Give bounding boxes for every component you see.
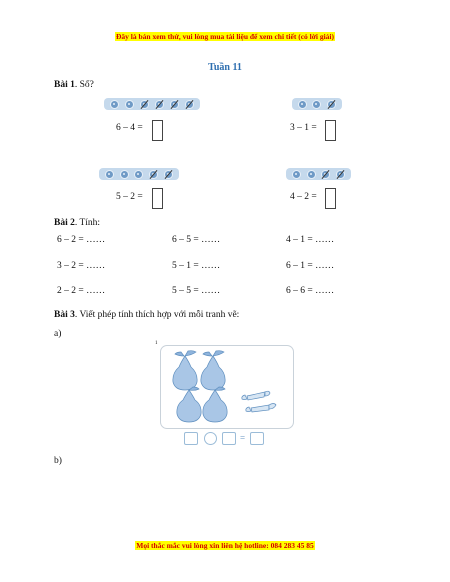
bai2-label: Bài 2 xyxy=(54,218,75,228)
pear-picture xyxy=(161,346,293,428)
bead-strip-2 xyxy=(292,98,342,110)
bead-icon xyxy=(125,100,134,109)
pear-icon xyxy=(201,351,225,390)
pear-icon xyxy=(177,387,201,422)
pear-core-icon xyxy=(246,404,276,413)
bai1-expression-2: 3 – 1 = xyxy=(290,123,317,133)
bai1-expression-1: 6 – 4 = xyxy=(116,123,143,133)
crossed-bead-icon xyxy=(149,170,158,179)
bead-icon xyxy=(312,100,321,109)
calc-item: 6 – 5 = …… xyxy=(172,235,221,245)
pear-icon xyxy=(173,351,197,390)
header-notice: Đây là bản xem thử, vui lòng mua tài liệu để xem chi tiết (có lời giải) xyxy=(115,32,335,41)
crossed-bead-icon xyxy=(327,100,336,109)
bead-icon xyxy=(105,170,114,179)
pear-picture-frame xyxy=(160,345,294,429)
calc-item: 2 – 2 = …… xyxy=(57,286,106,296)
crossed-bead-icon xyxy=(155,100,164,109)
picture-number: 1 xyxy=(155,341,158,346)
bead-strip-1 xyxy=(104,98,200,110)
equation-box-3[interactable] xyxy=(250,432,264,445)
bai2-heading xyxy=(54,218,100,228)
crossed-bead-icon xyxy=(170,100,179,109)
calc-item: 4 – 1 = …… xyxy=(286,235,335,245)
calc-item: 6 – 2 = …… xyxy=(57,235,106,245)
crossed-bead-icon xyxy=(164,170,173,179)
bai1-heading xyxy=(54,80,94,90)
answer-box-4[interactable] xyxy=(325,188,336,209)
equals-sign: = xyxy=(240,433,246,443)
bead-icon xyxy=(120,170,129,179)
bai3-heading xyxy=(54,310,239,320)
answer-box-3[interactable] xyxy=(152,188,163,209)
pear-core-icon xyxy=(242,391,270,400)
calc-item: 5 – 1 = …… xyxy=(172,261,221,271)
calc-item: 5 – 5 = …… xyxy=(172,286,221,296)
bai3-instruction: . Viết phép tính thích hợp với mỗi tranh vẽ: xyxy=(74,310,240,320)
equation-box-1[interactable] xyxy=(184,432,198,445)
bead-icon xyxy=(307,170,316,179)
crossed-bead-icon xyxy=(185,100,194,109)
operator-circle[interactable] xyxy=(204,432,217,445)
bead-icon xyxy=(298,100,307,109)
bead-icon xyxy=(134,170,143,179)
bai1-expression-4: 4 – 2 = xyxy=(290,192,317,202)
calc-item: 3 – 2 = …… xyxy=(57,261,106,271)
bai1-label: Bài 1 xyxy=(54,80,75,90)
answer-box-2[interactable] xyxy=(325,120,336,141)
crossed-bead-icon xyxy=(336,170,345,179)
bai1-expression-3: 5 – 2 = xyxy=(116,192,143,202)
part-a-label: a) xyxy=(54,329,62,339)
bai1-instruction: . Số? xyxy=(74,80,94,90)
crossed-bead-icon xyxy=(321,170,330,179)
header-notice-row xyxy=(0,26,450,44)
footer-notice: Mọi thắc mắc vui lòng xin liên hệ hotline: 084 283 45 85 xyxy=(136,541,314,550)
bead-strip-3 xyxy=(99,168,179,180)
bai2-instruction: . Tính: xyxy=(74,218,101,228)
pear-icon xyxy=(203,387,227,422)
crossed-bead-icon xyxy=(140,100,149,109)
bead-icon xyxy=(292,170,301,179)
bai3-label: Bài 3 xyxy=(54,310,75,320)
calc-item: 6 – 1 = …… xyxy=(286,261,335,271)
bead-strip-4 xyxy=(286,168,351,180)
answer-box-1[interactable] xyxy=(152,120,163,141)
bead-icon xyxy=(110,100,119,109)
week-title: Tuần 11 xyxy=(208,62,242,73)
footer-notice-row xyxy=(0,535,450,553)
equation-box-2[interactable] xyxy=(222,432,236,445)
calc-item: 6 – 6 = …… xyxy=(286,286,335,296)
part-b-label: b) xyxy=(54,456,62,466)
